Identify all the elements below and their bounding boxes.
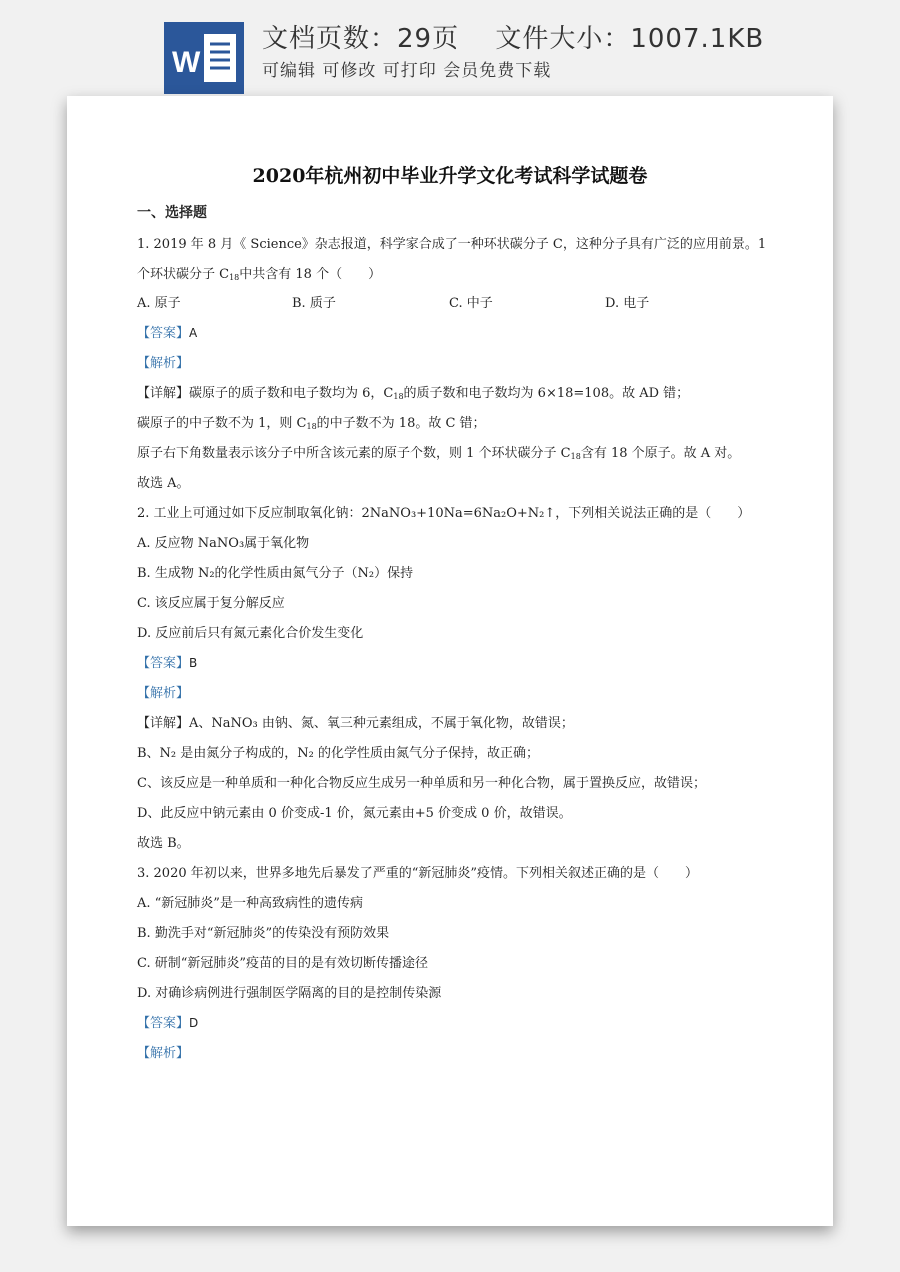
svg-text:W: W [172,46,201,79]
q1-stem-line1: 1. 2019 年 8 月《 Science》杂志报道，科学家合成了一种环状碳分子 C，这种分子具有广泛的应用前景。1 [137,237,767,252]
q2-option-b: B. 生成物 N₂的化学性质由氮气分子（N₂）保持 [137,566,414,581]
q3-stem: 3. 2020 年初以来，世界多地先后暴发了严重的“新冠肺炎”疫情。下列相关叙述正确的是（ ） [137,866,699,881]
q2-conclusion: 故选 B。 [137,836,190,851]
download-banner [0,0,900,96]
q1-stem-line2: 个环状碳分子 $C_{18}$中共含有 18 个（ ） [137,267,382,282]
q1-option-d: D. 电子 [605,296,650,311]
q1-analysis-tag: 【解析】 [137,356,190,371]
page-title: 2020年杭州初中毕业升学文化考试科学试题卷 [252,165,648,187]
q2-option-c: C. 该反应属于复分解反应 [137,596,285,611]
document-features: 可编辑 可修改 可打印 会员免费下载 [262,61,552,81]
q1-answer: 【答案】A [137,326,198,341]
section-heading: 一、选择题 [137,205,207,221]
q1-detail-1: 【详解】碳原子的质子数和电子数均为 6，$C_{18}$的质子数和电子数均为 6×18=108。故 AD 错； [137,386,690,401]
q1-option-b: B. 质子 [292,296,336,311]
word-document-icon [164,22,244,94]
q3-option-d: D. 对确诊病例进行强制医学隔离的目的是控制传染源 [137,986,442,1001]
q3-analysis-tag: 【解析】 [137,1046,190,1061]
q1-conclusion: 故选 A。 [137,476,190,491]
q2-detail-4: D、此反应中钠元素由 0 价变成-1 价，氮元素由+5 价变成 0 价，故错误。 [137,806,572,821]
q2-detail-1: 【详解】A、NaNO₃ 由钠、氮、氧三种元素组成，不属于氧化物，故错误； [137,716,574,731]
q2-answer: 【答案】B [137,656,198,671]
document-page [67,96,833,1226]
q1-detail-3: 原子右下角数量表示该分子中所含该元素的原子个数，则 1 个环状碳分子 $C_{18}$含有 18 个原子。故 A 对。 [137,446,741,461]
q3-option-c: C. 研制“新冠肺炎”疫苗的目的是有效切断传播途径 [137,956,429,971]
q3-option-b: B. 勤洗手对“新冠肺炎”的传染没有预防效果 [137,926,390,941]
q2-detail-3: C、该反应是一种单质和一种化合物反应生成另一种单质和另一种化合物，属于置换反应，故错误； [137,776,706,791]
document-info: 文档页数：29页 文件大小：1007.1KB [262,24,765,54]
q2-stem: 2. 工业上可通过如下反应制取氧化钠：2NaNO₃+10Na=6Na₂O+N₂↑，下列相关说法正确的是（ ） [137,506,751,521]
q3-option-a: A. “新冠肺炎”是一种高致病性的遗传病 [137,896,363,911]
q2-analysis-tag: 【解析】 [137,686,190,701]
q2-option-d: D. 反应前后只有氮元素化合价发生变化 [137,626,364,641]
q1-detail-2: 碳原子的中子数不为 1，则 $C_{18}$的中子数不为 18。故 C 错； [137,416,486,431]
q3-answer: 【答案】D [137,1016,199,1031]
q1-option-c: C. 中子 [449,296,493,311]
q2-detail-2: B、N₂ 是由氮分子构成的，N₂ 的化学性质由氮气分子保持，故正确； [137,746,539,761]
q2-option-a: A. 反应物 NaNO₃属于氧化物 [137,536,310,551]
q1-option-a: A. 原子 [137,296,181,311]
